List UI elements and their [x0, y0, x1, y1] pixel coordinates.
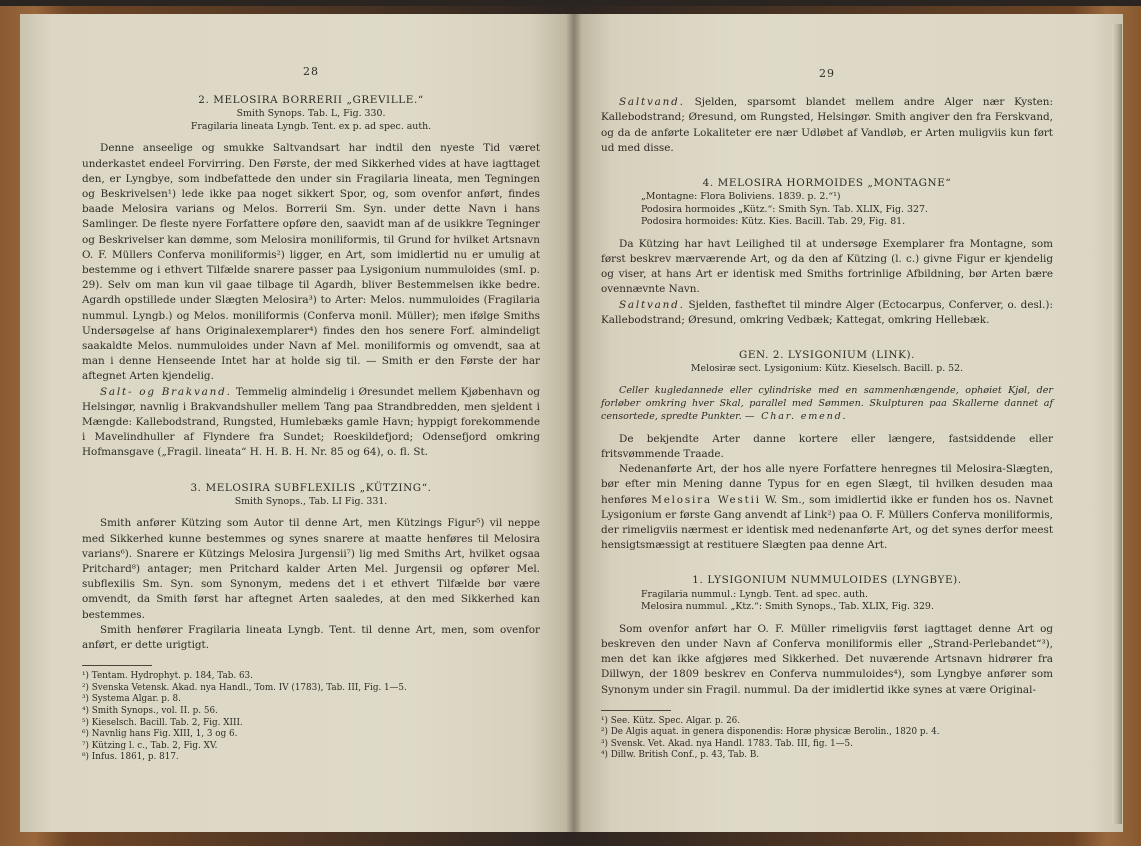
footnote: ⁴) Smith Synops., vol. II. p. 56.	[82, 705, 218, 716]
habitat-text: Temmelig almindelig i Øresundet mellem Kjøbenhavn og Helsingør, navnlig i Brakvandshuller mellem Tang paa Strandbredden, men sjeldent i Mængde: Kallebodstrand, Rungsted, Humlebæks gamle Havn; hyppigt forekommende i Mavelindhuller af Flyndere fra Sundet; Roeskildefjord; Odensefjord omkring Hofmansgave („Fragil. lineata“ H. H. B. H. Nr. 85 og 64), o. fl. St.	[82, 385, 540, 459]
footnote: ⁸) Infus. 1861, p. 817.	[82, 752, 179, 763]
paragraph: Denne anseelige og smukke Saltvandsart har indtil den nyeste Tid været underkastet endeel Forvirring. Den Første, der med Sikkerhed vides at have iagttaget den, er Lyngbye, som indbefattede den under sin Fragilaria lineata, men Tegningen og Beskrivelsen¹) lede ikke paa noget sikkert Spor, og, som ovenfor anført, findes baade Melosira varians og Melos. Borrerii Sm. Syn. under dette Navn i hans Samlinger. De fleste nyere Forfattere opføre den, saavidt man af de usikkre Tegninger og Beskrivelser kan dømme, som Melosira moniliformis, til Grund for hvilket Artsnavn O. F. Müllers Conferva moniliformis²) ligger, en Art, som imidlertid nu er umulig at bestemme og i ethvert Tilfælde snarere passer paa Lysigonium nummuloides (smI. p. 29). Selv om man kun vil gaae tilbage til Agardh, bliver Bestemmelsen ikke bedre. Agardh opstillede under Slægten Melosira³) to Arter: Melos. nummuloides (Fragilaria nummul. Lyngb.) og Melos. moniliformis (Conferva monil. Müller); men ifølge Smiths Undersøgelse af hans Originalexemplarer⁴) findes den hos senere Forf. almindeligt saakaldte Melos. nummuloides under Navn af Mel. moniliformis og omvendt, saa at man i denne Henseende Intet har at holde sig til. — Smith er den Første der har aftegnet Arten kjendelig.	[82, 142, 540, 383]
paragraph: De bekjendte Arter danne kortere eller længere, fastsiddende eller fritsvømmende Traade.	[601, 432, 1053, 461]
footnote-rule	[601, 710, 671, 711]
paragraph	[601, 462, 1053, 553]
paragraph: Da Kützing har havt Leilighed til at undersøge Exemplarer fra Montagne, som først beskrev mærværende Art, og da den af Kützing (l. c.) givne Figur er kjendelig og viser, at hans Art er identisk med Smiths fortrinlige Afbildning, bør Arten bære ovennævnte Navn.	[601, 237, 1053, 296]
reference-line: „Montagne: Flora Boliviens. 1839. p. 2.“¹)	[641, 191, 841, 203]
right-page-text	[601, 66, 1053, 762]
habitat-paragraph	[82, 385, 540, 461]
section-heading-melosira-borrerii: 2. MELOSIRA BORRERII „GREVILLE.“	[198, 94, 424, 107]
reference-line: Fragilaria nummul.: Lyngb. Tent. ad spec. auth.	[641, 588, 868, 600]
footnote: ⁶) Navnlig hans Fig. XIII, 1, 3 og 6.	[82, 729, 238, 740]
footnote: ⁷) Kützing l. c., Tab. 2, Fig. XV.	[82, 740, 218, 751]
page-number-right: 29	[819, 67, 835, 80]
paragraph: Smith anfører Kützing som Autor til denne Art, men Kützings Figur⁵) vil neppe med Sikkerhed kunne bestemmes og synes snarere at maatte henføres til Melosira varians⁶). Snarere er Kützings Melosira Jurgensii⁷) lig med Smiths Art, hvilket ogsaa Pritchard⁸) antager; men Pritchard kalder Arten Mel. Jurgensii og opfører Mel. subflexilis Sm. Syn. som Synonym, medens det i et ethvert Tilfælde bør være omvendt, da Smith først har aftegnet Arten saaledes, at den med Sikkerhed kan bestemmes.	[82, 517, 540, 621]
footnote: ¹) Tentam. Hydrophyt. p. 184, Tab. 63.	[82, 671, 253, 682]
footnote: ⁴) Dillw. British Conf., p. 43, Tab. B.	[601, 750, 760, 761]
genus-heading-lysigonium: GEN. 2. LYSIGONIUM (LINK).	[738, 348, 916, 361]
reference-line: Podosira hormoides „Kütz.“: Smith Syn. Tab. XLIX, Fig. 327.	[641, 203, 928, 215]
footnote: ²) Svenska Vetensk. Akad. nya Handl., Tom. IV (1783), Tab. III, Fig. 1—5.	[82, 682, 407, 693]
diagnosis-text: Celler kugledannede eller cylindriske med en sammenhængende, ophøiet Kjøl, der forløber omkring hver Skal, parallel med Sømmen. Skulpturen paa Skallerne dannet af censortede, spredte Punkter.	[601, 384, 1053, 423]
reference-line: Fragilaria lineata Lyngb. Tent. ex p. ad spec. auth.	[190, 120, 432, 132]
right-page	[573, 14, 1123, 832]
section-heading-melosira-hormoides: 4. MELOSIRA HORMOIDES „MONTAGNE“	[702, 177, 952, 190]
footnote: ³) Svensk. Vet. Akad. nya Handl. 1783. Tab. III, fig. 1—5.	[601, 738, 853, 749]
habitat-paragraph	[601, 95, 1053, 156]
species-name: Melosira Westii	[651, 493, 761, 506]
habitat-label: Saltvand.	[619, 96, 685, 109]
habitat-label: Salt- og Brakvand.	[100, 385, 232, 398]
diagnosis-author: — Char. emend.	[744, 411, 848, 423]
footnote: ¹) See. Kütz. Spec. Algar. p. 26.	[601, 715, 741, 726]
page-edges	[1112, 24, 1122, 824]
footnote-rule	[82, 665, 152, 666]
reference-line: Podosira hormoides: Kütz. Kies. Bacill. Tab. 29, Fig. 81.	[641, 216, 906, 228]
book-gutter	[566, 14, 582, 832]
reference-line: Melosira nummul. „Ktz.“: Smith Synops., Tab. XLIX, Fig. 329.	[641, 601, 934, 613]
left-page-text	[82, 64, 540, 764]
paragraph-end: W. Sm., som imidlertid ikke er funden hos os. Navnet Lysigonium er første Gang anvendt af Link²) paa O. F. Müllers Conferva moniliformis, der rimeligviis nærmest er identisk med nedenanførte Art, og det synes derfor meest hensigtsmæssigt at restituere Slægten paa denne Art.	[601, 493, 1053, 552]
footnote: ⁵) Kieselsch. Bacill. Tab. 2, Fig. XIII.	[82, 717, 243, 728]
page-number-left: 28	[303, 65, 319, 78]
reference-line: Melosiræ sect. Lysigonium: Kütz. Kieselsch. Bacill. p. 52.	[690, 363, 964, 375]
paragraph-start: Nedenanførte Art, der hos alle nyere Forfattere henregnes til Melosira-Slægten, bør efter min Mening danne Typus for en egen Slægt, til hvilken desuden maa henføres	[601, 463, 1053, 506]
left-page	[20, 14, 573, 832]
habitat-text: Sjelden, fastheftet til mindre Alger (Ectocarpus, Conferver, o. desl.): Kallebodstrand; Øresund, omkring Vedbæk; Kattegat, omkring Hellebæk.	[601, 298, 1053, 326]
habitat-label: Saltvand.	[619, 298, 685, 311]
reference-line: Smith Synops., Tab. LI Fig. 331.	[234, 495, 388, 507]
footnote: ²) De Algis aquat. in genera disponendis: Horæ physicæ Berolin., 1820 p. 4.	[601, 727, 940, 738]
paragraph: Som ovenfor anført har O. F. Müller rimeligviis først iagttaget denne Art og beskreven den under Navn af Conferva moniliformis eller „Strand-Perlebandet“³), men det kan ikke afgjøres med Sikkerhed. Det nuværende Artsnavn hidrører fra Dillwyn, der 1809 beskrev en Conferva nummuloides⁴), som Lyngbye anfører som Synonym under sin Fragil. nummul. Da der imidlertid ikke synes at være Original-	[601, 622, 1053, 696]
reference-line: Smith Synops. Tab. L, Fig. 330.	[236, 108, 386, 120]
section-heading-melosira-subflexilis: 3. MELOSIRA SUBFLEXILIS „KÜTZING“.	[190, 481, 432, 494]
paragraph: Smith henfører Fragilaria lineata Lyngb. Tent. til denne Art, men, som ovenfor anført, er dette urigtigt.	[82, 623, 540, 651]
habitat-paragraph	[601, 298, 1053, 328]
genus-diagnosis	[601, 384, 1053, 424]
footnote: ³) Systema Algar. p. 8.	[82, 694, 181, 705]
habitat-text: Sjelden, sparsomt blandet mellem andre Alger nær Kysten: Kallebodstrand; Øresund, om Rungsted, Helsingør. Smith angiver den fra Ferskvand, og da de anførte Lokaliteter ere nær Udløbet af Vandløb, er Arten muligviis kun ført ud med disse.	[601, 96, 1053, 154]
section-heading-lysigonium-nummuloides: 1. LYSIGONIUM NUMMULOIDES (LYNGBYE).	[692, 574, 962, 587]
